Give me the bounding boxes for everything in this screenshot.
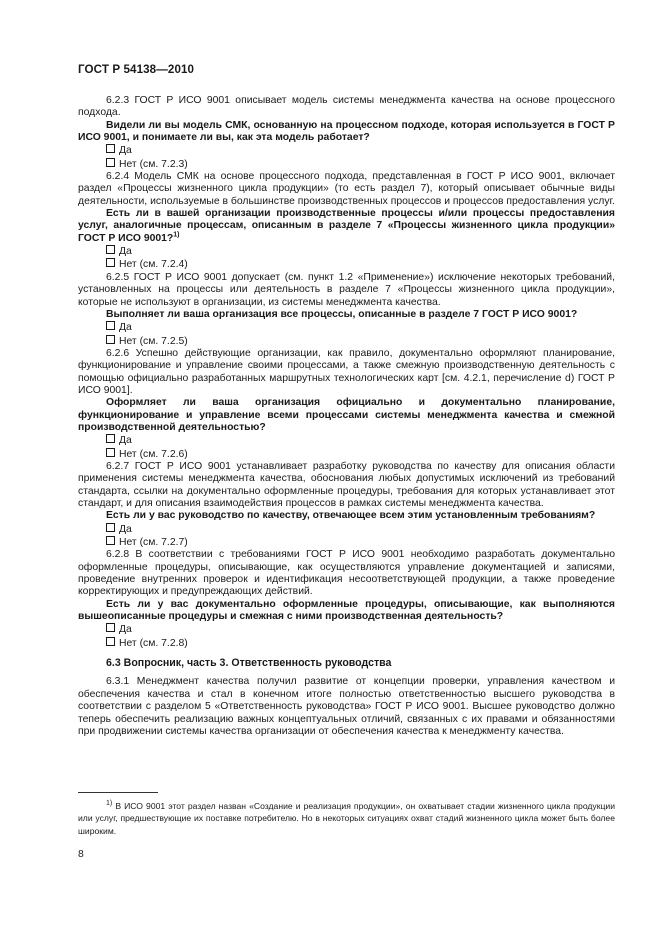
checkbox-icon[interactable] <box>106 321 115 330</box>
option-text: Нет (см. 7.2.7) <box>119 537 188 549</box>
option-text: Нет (см. 7.2.8) <box>119 637 188 649</box>
option-text: Нет (см. 7.2.4) <box>119 259 188 271</box>
checkbox-icon[interactable] <box>106 637 115 646</box>
paragraph <box>78 348 615 397</box>
para-text: 6.3.1 Менеджмент качества получил развитие от концепции проверки, управления качеством и обеспечения качества и стал в конечном итоге полностью ответственностью высшего руководства в соответствии с разделом 5 «Ответственность руководства» ГОСТ Р ИСО 9001. Высшее руководство должно теперь обеспечить реализацию важных концептуальных отличий, связанных с их правами и обязанностями при продвижении системы качества организации от обеспечения качества к менеджменту качества. <box>78 676 615 737</box>
question-text: Оформляет ли ваша организация официально и документально планирование, функционирование и управление всеми процессами системы менеджмента качества и смежной производственной деятельностью? <box>78 397 615 433</box>
option-text: Да <box>119 523 132 535</box>
question-text: Есть ли у вас документально оформленные процедуры, описывающие, как выполняются вышеописанные процедуры и смежная с ними производственная деятельность? <box>78 598 615 623</box>
answer-option <box>78 623 615 636</box>
para-text: 6.2.3 ГОСТ Р ИСО 9001 описывает модель системы менеджмента качества на основе процессного подхода. <box>78 95 615 119</box>
option-text: Да <box>119 624 132 636</box>
option-text: Да <box>119 145 132 157</box>
question-text <box>78 208 615 245</box>
checkbox-icon[interactable] <box>106 245 115 254</box>
document-header: ГОСТ Р 54138—2010 <box>78 63 195 76</box>
footnote-text: В ИСО 9001 этот раздел назван «Создание и реализация продукции», он охватывает стадии жизненного цикла продукции или услуг, предшествующие их поставке потребителю. Но в некоторых ситуациях охват стадий жизненного цикла может быть более широким. <box>78 801 616 836</box>
question-text <box>78 510 615 522</box>
para-text: 6.2.5 ГОСТ Р ИСО 9001 допускает (см. пункт 1.2 «Применение») исключение некоторых требований, установленных на процессы или деятельность в разделе 7 «Процессы жизненного цикла продукции», которые не используют в организации, из системы менеджмента качества. <box>78 271 615 308</box>
heading-text: 6.3 Вопросник, часть 3. Ответственность руководства <box>106 657 392 670</box>
para-text: 6.2.6 Успешно действующие организации, как правило, документально оформляют планирование, функционирование и управление своими процессами, а также смежную производственную деятельность с помощью официально разработанных маршрутных технологических карт [см. 4.2.1, перечисление d) ГОСТ Р ИСО 9001]. <box>78 347 615 396</box>
paragraph <box>78 549 615 598</box>
option-text: Да <box>119 322 132 334</box>
answer-option <box>78 536 615 549</box>
paragraph <box>78 272 615 309</box>
question-text <box>78 309 615 321</box>
footnote-divider <box>78 792 158 793</box>
option-text: Нет (см. 7.2.6) <box>119 448 188 460</box>
paragraph <box>78 95 615 120</box>
footnote-reference: 1) <box>173 231 180 239</box>
question-text: Видели ли вы модель СМК, основанную на процессном подходе, которая используется в ГОСТ Р ИСО 9001, и понимаете ли вы, как эта модель работает? <box>78 119 615 144</box>
para-text: 6.2.7 ГОСТ Р ИСО 9001 устанавливает разработку руководства по качеству для описания области применения системы менеджмента качества, обоснования любых допустимых исключений из требований стандарта, ссылки на документально оформленные процедуры, требования для которых устанавливает этот стандарт, и для описания взаимодействия процессов в рамках системы менеджмента качества. <box>78 460 615 509</box>
footnote <box>78 800 615 837</box>
section-heading <box>78 657 615 669</box>
option-text: Да <box>119 435 132 447</box>
answer-option <box>78 144 615 157</box>
checkbox-icon[interactable] <box>106 523 115 532</box>
checkbox-icon[interactable] <box>106 258 115 267</box>
checkbox-icon[interactable] <box>106 335 115 344</box>
checkbox-icon[interactable] <box>106 448 115 457</box>
para-text: 6.2.4 Модель СМК на основе процессного подхода, представленная в ГОСТ Р ИСО 9001, включает раздел «Процессы жизненного цикла продукции» (то есть раздел 7), который описывает обычные виды деятельности, используемые в большинстве производственных процессов и процессов предоставления услуг. <box>78 171 615 207</box>
option-text: Да <box>119 246 132 258</box>
checkbox-icon[interactable] <box>106 144 115 153</box>
option-text: Нет (см. 7.2.5) <box>119 335 188 347</box>
page-number: 8 <box>78 849 84 860</box>
question-text <box>78 397 615 434</box>
document-body <box>78 95 615 738</box>
question-text: Есть ли у вас руководство по качеству, отвечающее всем этим установленным требованиям? <box>106 510 596 522</box>
paragraph <box>78 461 615 510</box>
answer-option <box>78 448 615 461</box>
checkbox-icon[interactable] <box>106 623 115 632</box>
question-text <box>78 599 615 624</box>
question-text <box>78 120 615 145</box>
answer-option <box>78 637 615 650</box>
footnote-marker: 1) <box>106 800 113 808</box>
paragraph <box>78 676 615 738</box>
checkbox-icon[interactable] <box>106 434 115 443</box>
option-text: Нет (см. 7.2.3) <box>119 158 188 170</box>
answer-option <box>78 258 615 271</box>
para-text: 6.2.8 В соответствии с требованиями ГОСТ Р ИСО 9001 необходимо разработать документально оформленные процедуры, описывающие, как осуществляются управление документацией и записями, проведение внутренних проверок и идентификация несоответствующей продукции, а также проведение корректирующих и предупреждающих действий. <box>78 549 615 598</box>
question-text: Есть ли в вашей организации производственные процессы и/или процессы предоставления услуг, аналогичные процессам, описанным в разделе 7 «Процессы жизненного цикла продукции» ГОСТ Р ИСО 9001? <box>78 208 615 244</box>
answer-option <box>78 321 615 334</box>
answer-option <box>78 245 615 258</box>
answer-option <box>78 335 615 348</box>
checkbox-icon[interactable] <box>106 158 115 167</box>
question-text: Выполняет ли ваша организация все процессы, описанные в разделе 7 ГОСТ Р ИСО 9001? <box>106 308 578 320</box>
answer-option <box>78 523 615 536</box>
answer-option <box>78 158 615 171</box>
paragraph <box>78 171 615 208</box>
answer-option <box>78 434 615 447</box>
checkbox-icon[interactable] <box>106 536 115 545</box>
